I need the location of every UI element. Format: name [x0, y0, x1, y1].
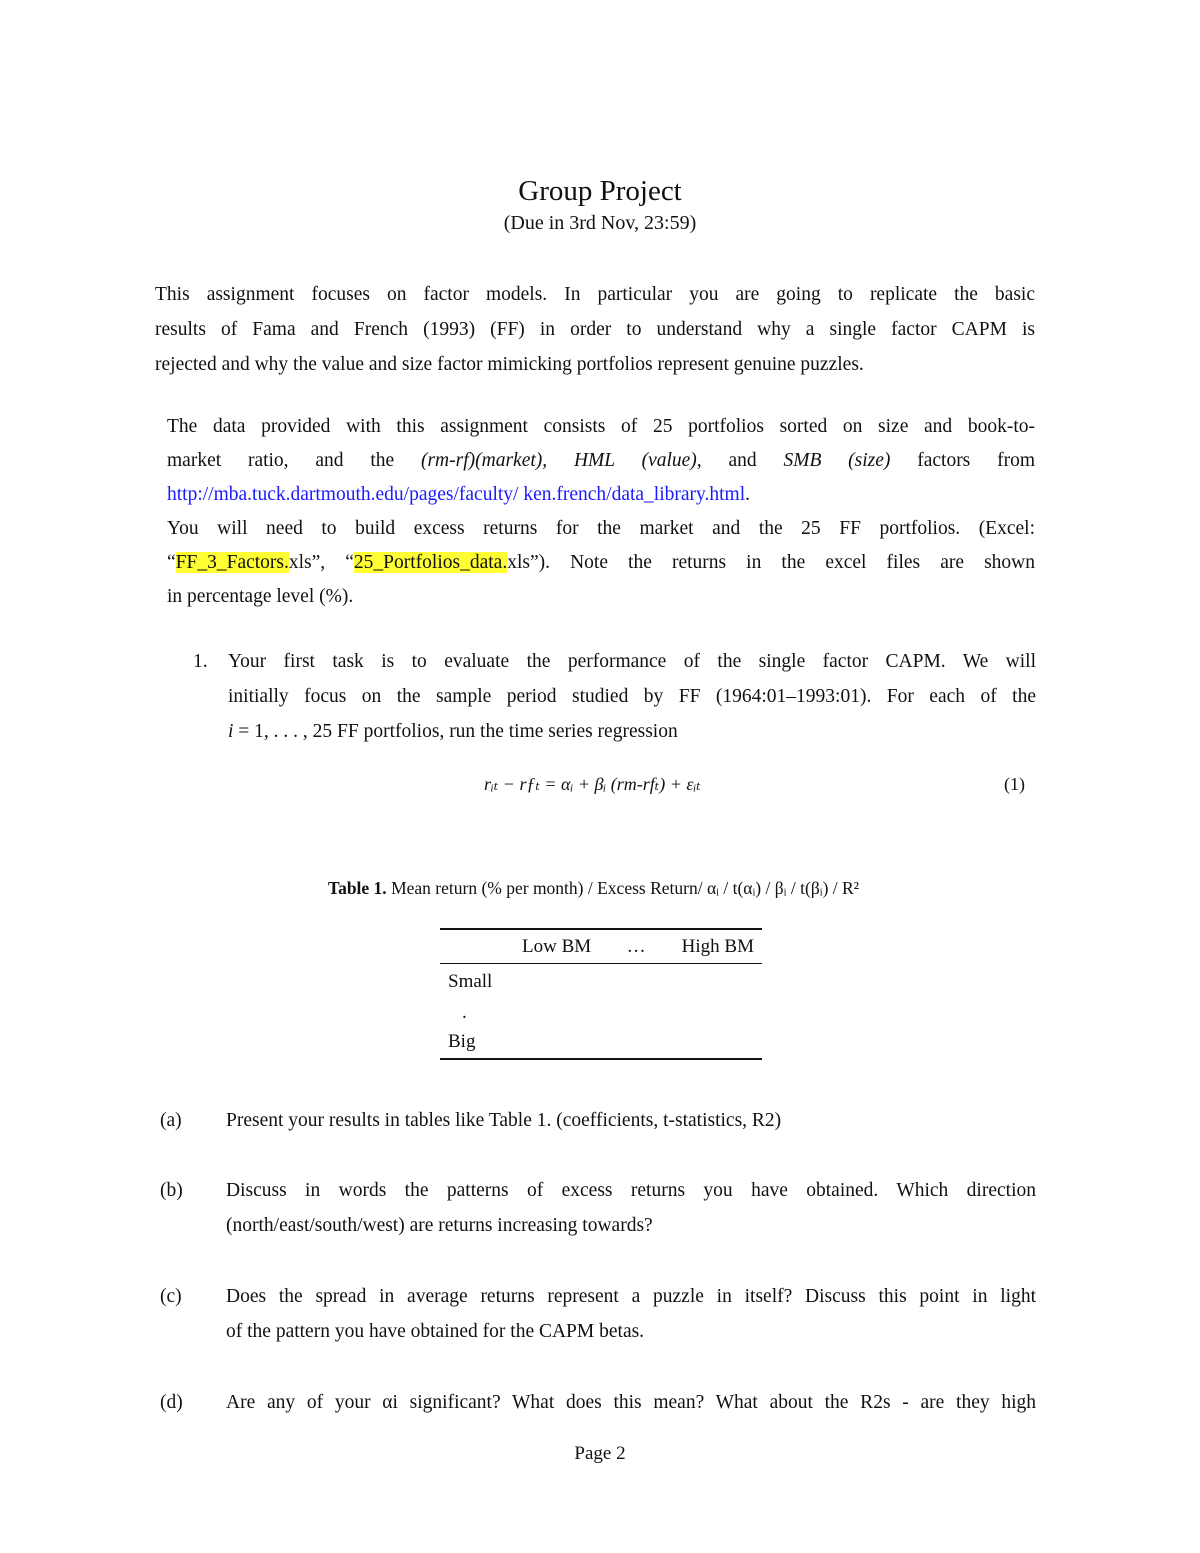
subquestion-text	[226, 1173, 1036, 1243]
row-small: Small	[448, 971, 493, 992]
subquestion-label: (b)	[160, 1180, 183, 1201]
smb-factor: SMB (size)	[783, 450, 891, 471]
intro-line: rejected and why the value and size factor mimicking portfolios represent genuine puzzles.	[155, 354, 864, 375]
col-dots: …	[615, 929, 657, 964]
market-factor: (rm-rf)(market),	[420, 450, 548, 471]
question-line: initially focus on the sample period studied by FF (1964:01–1993:01). For each of the	[228, 686, 1036, 707]
subquestion-line: Are any of your αi significant? What does this mean? What about the R2s - are they high	[226, 1392, 1036, 1413]
quote-open: “	[167, 552, 176, 573]
hml-factor: HML (value),	[573, 450, 702, 471]
page-title: Group Project	[518, 175, 682, 207]
table-header-row	[440, 929, 762, 964]
question-line: Your first task is to evaluate the performance of the single factor CAPM. We will	[228, 651, 1036, 672]
subquestion-label: (d)	[160, 1392, 183, 1413]
file-25-portfolios: 25_Portfolios_data.	[353, 552, 508, 573]
col-low-bm: Low BM	[514, 929, 615, 964]
question-body	[228, 644, 1036, 749]
data-line: The data provided with this assignment consists of 25 portfolios sorted on size and book-to-	[167, 416, 1035, 437]
table-corner	[440, 929, 514, 964]
question-number: 1.	[193, 651, 208, 672]
subquestion-label: (c)	[160, 1286, 182, 1307]
subquestion-line: Discuss in words the patterns of excess returns you have obtained. Which direction	[226, 1180, 1036, 1201]
row-big: Big	[440, 1026, 514, 1059]
table-caption	[328, 878, 859, 899]
row-dot: .	[462, 1002, 467, 1023]
data-line	[167, 444, 1035, 478]
subquestion-text	[226, 1103, 1036, 1138]
intro-paragraph	[155, 277, 1035, 382]
data-line	[167, 546, 1035, 580]
subquestion-text	[226, 1279, 1036, 1349]
subquestion-line: (north/east/south/west) are returns increasing towards?	[226, 1215, 653, 1236]
table-row	[440, 964, 762, 1001]
table-row	[440, 1026, 762, 1059]
index-variable: i	[228, 721, 234, 742]
table-label: Table 1.	[328, 878, 387, 898]
subquestion-line: Present your results in tables like Table 1. (coefficients, t-statistics, R2)	[226, 1110, 782, 1131]
subquestion-line: of the pattern you have obtained for the CAPM betas.	[226, 1321, 645, 1342]
data-paragraph	[167, 410, 1035, 614]
subquestion-text	[226, 1385, 1036, 1420]
caption-text: Mean return (% per month) / Excess Return/ αᵢ / t(αᵢ) / βᵢ / t(βᵢ) / R²	[386, 878, 859, 898]
subquestion-label: (a)	[160, 1110, 182, 1131]
subquestion-line: Does the spread in average returns represent a puzzle in itself? Discuss this point in light	[226, 1286, 1036, 1307]
intro-line: results of Fama and French (1993) (FF) in order to understand why a single factor CAPM is	[155, 319, 1035, 340]
data-text: market ratio, and the	[167, 450, 395, 471]
col-high-bm: High BM	[657, 929, 762, 964]
table-row	[440, 1000, 762, 1026]
data-library-link[interactable]: http://mba.tuck.dartmouth.edu/pages/faculty/ ken.french/data_library.html	[167, 484, 746, 505]
file-ext: xls	[288, 552, 312, 573]
data-line: in percentage level (%).	[167, 586, 354, 607]
page-number: Page 2	[574, 1443, 626, 1464]
quote-mid: ”, “	[311, 552, 354, 573]
data-text: and	[728, 450, 757, 471]
file-ext: xls	[507, 552, 530, 573]
results-table	[440, 928, 762, 1060]
data-text: ”). Note the returns in the excel files are shown	[529, 552, 1035, 573]
data-line: You will need to build excess returns for the market and the 25 FF portfolios. (Excel:	[167, 518, 1035, 539]
data-line	[167, 478, 1035, 512]
regression-equation: rᵢₜ − rƒₜ = αᵢ + βᵢ (rm-rfₜ) + εᵢₜ	[484, 774, 701, 794]
question-text: = 1, . . . , 25 FF portfolios, run the time series regression	[233, 721, 678, 742]
file-ff3-factors: FF_3_Factors.	[175, 552, 289, 573]
equation-number: (1)	[1004, 774, 1025, 794]
due-date: (Due in 3rd Nov, 23:59)	[503, 212, 697, 234]
data-text: factors from	[917, 450, 1035, 471]
question-line	[228, 714, 1036, 749]
intro-line: This assignment focuses on factor models. In particular you are going to replicate the basic	[155, 284, 1035, 305]
period: .	[745, 484, 751, 505]
